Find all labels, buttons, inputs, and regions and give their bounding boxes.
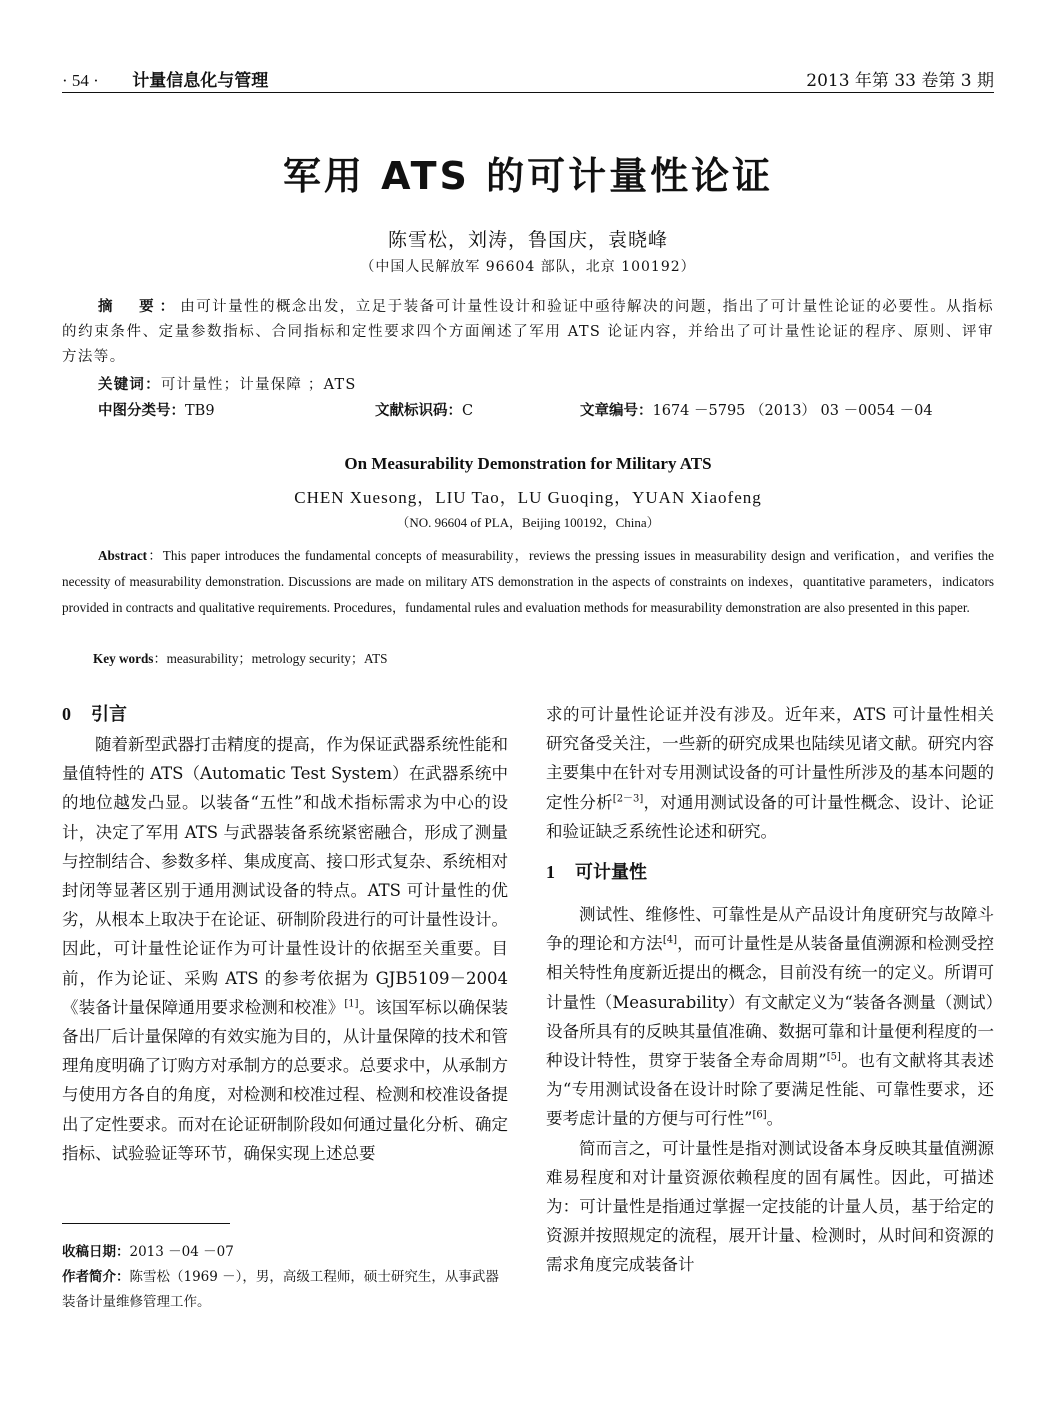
author-bio-label: 作者简介： <box>62 1269 130 1285</box>
paragraph-text: ，对通用测试设备的可计量性概念、设计、论证和验证缺乏系统性论述和研究。 <box>546 792 995 841</box>
abstract-cn-label: 摘 要： <box>98 299 181 315</box>
received-date <box>62 1240 512 1265</box>
abstract-cn <box>62 295 994 370</box>
english-abstract <box>62 543 994 621</box>
paragraph-text: ，而可计量性是从装备量值溯源和检测受控相关特性角度新近提出的概念，目前没有统一的定义。所谓可计量性（Measurability）有文献定义为“装备各测量（测试）设备所具有的反映其量值准确、数据可靠和计量便利程度的一种设计特性，贯穿于装备全寿命周期” <box>546 934 995 1071</box>
doc-code-label: 文献标识码： <box>375 403 462 419</box>
running-header-left <box>62 66 268 91</box>
citation: [5] <box>826 1051 841 1063</box>
issue-info: 2013 年第 33 卷第 3 期 <box>806 71 994 91</box>
english-keywords <box>93 648 388 667</box>
section-title: 可计量性 <box>575 862 647 884</box>
journal-name: 计量信息化与管理 <box>132 71 269 91</box>
doc-code-value: C <box>462 403 474 419</box>
author-bio-text: 陈雪松（1969 －），男，高级工程师，硕士研究生，从事武器装备计量维修管理工作。 <box>62 1269 499 1310</box>
english-affiliation: （NO. 96604 of PLA，Beijing 100192，China） <box>396 515 660 530</box>
classification-row <box>98 399 998 420</box>
paragraph <box>546 1134 994 1280</box>
footnote-rule <box>62 1223 230 1224</box>
page-number: · 54 · <box>62 71 99 90</box>
body-column-left <box>62 700 508 1168</box>
paragraph-text: 。 <box>766 1109 784 1129</box>
citation: [6] <box>752 1109 767 1121</box>
section-number: 0 <box>62 704 71 724</box>
clc-label: 中图分类号： <box>98 403 185 419</box>
section-title: 引言 <box>91 704 127 725</box>
keywords-cn-text: 可计量性；计量保障 ；ATS <box>160 377 357 393</box>
paragraph <box>546 700 994 846</box>
paragraph-text: 。也有文献将其表述为“专用测试设备在设计时除了要满足性能、可靠性要求，还要考虑计量的方便与可行性” <box>546 1051 994 1129</box>
author-bio <box>62 1265 512 1315</box>
keywords-cn <box>98 373 357 394</box>
english-authors: CHEN Xuesong，LIU Tao，LU Guoqing，YUAN Xiaofeng <box>294 488 762 507</box>
body-column-right <box>546 700 994 1280</box>
english-title: On Measurability Demonstration for Military ATS <box>344 454 712 473</box>
paragraph-text: 测试性、维修性、可靠性是从产品设计角度研究与故障斗争的理论和方法 <box>546 905 994 954</box>
section-heading-0 <box>62 700 508 730</box>
paragraph-text: 简而言之，可计量性是指对测试设备本身反映其量值溯源难易程度和对计量资源依赖程度的固有属性。因此，可描述为：可计量性是指通过掌握一定技能的计量人员，基于给定的资源并按照规定的流程，展开计量、检测时，从时间和资源的需求角度完成装备计 <box>546 1138 994 1275</box>
english-abstract-label: Abstract <box>98 548 148 563</box>
article-number-label: 文章编号： <box>580 403 653 419</box>
paragraph-text: 求的可计量性论证并没有涉及。近年来，ATS 可计量性相关研究备受关注，一些新的研究成果也陆续见诸文献。研究内容主要集中在针对专用测试设备的可计量性所涉及的基本问题的定性分析 <box>546 705 994 812</box>
paragraph-text: 。该国军标以确保装备出厂后计量保障的有效实施为目的，从计量保障的技术和管理角度明确了订购方对承制方的总要求。总要求中，从承制方与使用方各自的角度，对检测和校准过程、检测和校准设备提出了定性要求。而对在论证研制阶段如何通过量化分析、确定指标、试验验证等环节，确保实现上述总要 <box>62 997 509 1163</box>
citation: [1] <box>344 998 359 1010</box>
received-label: 收稿日期： <box>62 1244 130 1260</box>
affiliation: （中国人民解放军 96604 部队，北京 100192） <box>360 259 696 275</box>
citation: [2－3] <box>612 793 644 805</box>
clc-value: TB9 <box>185 403 215 419</box>
english-keywords-text: ：measurability；metrology security；ATS <box>153 651 388 666</box>
paragraph <box>62 730 508 1168</box>
header-rule <box>62 92 994 93</box>
abstract-cn-text: 由可计量性的概念出发，立足于装备可计量性设计和验证中亟待解决的问题，指出了可计量性论证的必要性。从指标的约束条件、定量参数指标、合同指标和定性要求四个方面阐述了军用 ATS 论证内容，并给出了可计量性论证的程序、原则、评审方法等。 <box>62 299 994 365</box>
paragraph-text: 随着新型武器打击精度的提高，作为保证武器系统性能和量值特性的 ATS（Automatic Test System）在武器系统中的地位越发凸显。以装备“五性”和战术指标需求为中心的设计，决定了军用 ATS 与武器装备系统紧密融合，形成了测量与控制结合、参数多样、集成度高、接口形式复杂、系统相对封闭等显著区别于通用测试设备的特点。ATS 可计量性的优劣，从根本上取决于在论证、研制阶段进行的可计量性设计。因此，可计量性论证作为可计量性设计的依据至关重要。目前，作为论证、采购 ATS 的参考依据为 GJB5109－2004《装备计量保障通用要求检测和校准》 <box>62 735 508 1017</box>
article-number-value: 1674 －5795 （2013） 03 －0054 －04 <box>652 403 933 419</box>
section-heading-1 <box>546 858 994 888</box>
authors: 陈雪松，刘涛，鲁国庆，袁晓峰 <box>387 229 668 251</box>
received-value: 2013 －04 －07 <box>129 1244 234 1260</box>
english-keywords-label: Key words <box>93 651 154 666</box>
english-abstract-text: ：This paper introduces the fundamental concepts of measurability，reviews the pressing issues in measurability design and verification，and verifies the necessity of measurability demonstration. Discussions are made on military ATS demonstration in the aspects of constraints on indexes，quantitative parameters，indicators provided in contracts and qualitative requirements. Procedures，fundamental rules and evaluation methods for measurability demonstration are also presented in this paper. <box>62 548 994 615</box>
footnote <box>62 1240 512 1315</box>
section-number: 1 <box>546 862 555 883</box>
citation: [4] <box>662 934 677 946</box>
keywords-cn-label: 关键词： <box>98 377 161 393</box>
paragraph <box>546 900 994 1134</box>
paper-title: 军用 ATS 的可计量性论证 <box>282 154 774 198</box>
